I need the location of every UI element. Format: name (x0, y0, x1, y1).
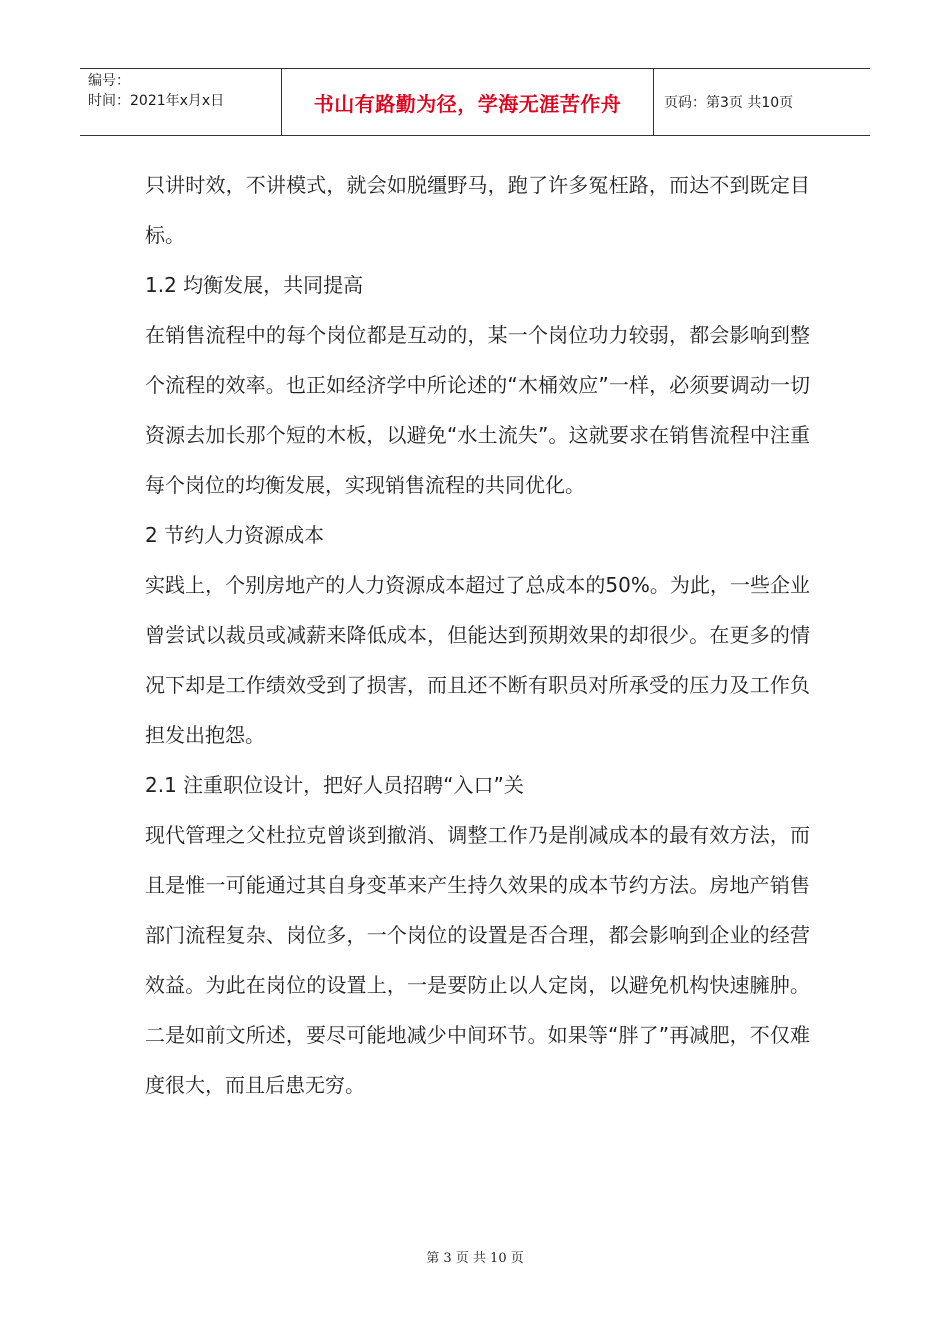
document-body (145, 160, 810, 1110)
document-number-label: 编号： (88, 73, 130, 89)
header-motto: 书山有路勤为径，学海无涯苦作舟 (282, 69, 654, 135)
page-footer: 第 3 页 共 10 页 (426, 1251, 524, 1266)
paragraph-hr-cost: 实践上，个别房地产的人力资源成本超过了总成本的50%。为此，一些企业曾尝试以裁员或减薪来降低成本，但能达到预期效果的却很少。在更多的情况下却是工作绩效受到了损害，而且还不断有职员对所承受的压力及工作负担发出抱怨。 (145, 573, 810, 747)
section-heading-2: 2 节约人力资源成本 (145, 523, 325, 547)
section-heading-1-2: 1.2 均衡发展，共同提高 (145, 273, 364, 297)
document-time-label: 时间：2021年x月x日 (88, 93, 225, 109)
page-header (80, 68, 870, 136)
section-heading-2-1: 2.1 注重职位设计，把好人员招聘“入口”关 (145, 773, 524, 797)
paragraph-job-design: 现代管理之父杜拉克曾谈到撤消、调整工作乃是削减成本的最有效方法，而且是惟一可能通过其自身变革来产生持久效果的成本节约方法。房地产销售部门流程复杂、岗位多，一个岗位的设置是否合理，都会影响到企业的经营效益。为此在岗位的设置上，一是要防止以人定岗，以避免机构快速臃肿。二是如前文所述，要尽可能地减少中间环节。如果等“胖了”再减肥，不仅难度很大，而且后患无穷。 (145, 823, 810, 1097)
header-meta-cell (80, 69, 282, 135)
paragraph-continuation: 只讲时效，不讲模式，就会如脱缰野马，跑了许多冤枉路，而达不到既定目标。 (145, 173, 810, 247)
header-page-info: 页码：第3页 共10页 (664, 95, 794, 111)
paragraph-balanced-development: 在销售流程中的每个岗位都是互动的，某一个岗位功力较弱，都会影响到整个流程的效率。也正如经济学中所论述的“木桶效应”一样，必须要调动一切资源去加长那个短的木板，以避免“水土流失”。这就要求在销售流程中注重每个岗位的均衡发展，实现销售流程的共同优化。 (145, 323, 810, 497)
